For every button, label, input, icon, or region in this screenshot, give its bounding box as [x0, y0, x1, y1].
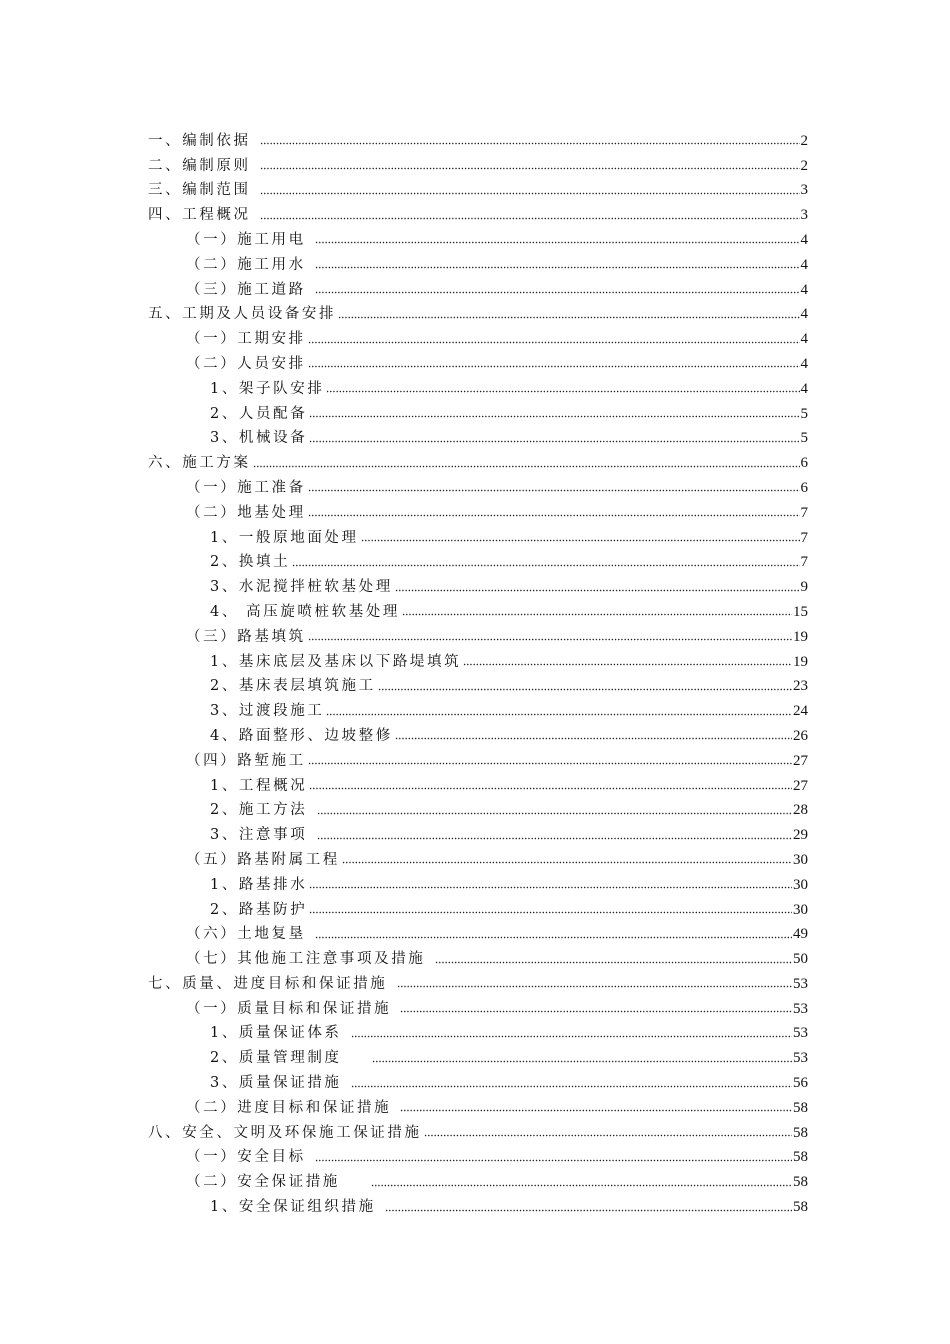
- toc-entry[interactable]: [148, 151, 808, 176]
- toc-entry[interactable]: [148, 300, 808, 325]
- toc-entry-title: 3、水泥搅拌桩软基处理: [210, 579, 393, 596]
- toc-entry[interactable]: [148, 1093, 808, 1118]
- toc-entry-title: 1、安全保证组织措施: [210, 1199, 383, 1216]
- toc-entry-title: 1、基床底层及基床以下路堤填筑: [210, 653, 462, 670]
- toc-page-number: 4: [800, 380, 808, 397]
- toc-dot-leader: [315, 934, 792, 940]
- toc-dot-leader: [308, 637, 792, 643]
- toc-entry[interactable]: [148, 548, 808, 573]
- table-of-contents: [148, 126, 808, 1217]
- toc-dot-leader: [371, 1182, 792, 1188]
- toc-entry[interactable]: [148, 448, 808, 473]
- toc-page-number: 9: [800, 579, 808, 596]
- toc-page-number: 4: [800, 306, 808, 323]
- toc-entry-title: 1、路基排水: [210, 876, 308, 893]
- toc-entry[interactable]: [148, 845, 808, 870]
- toc-entry-title: （二）进度目标和保证措施: [186, 1099, 399, 1116]
- toc-entry[interactable]: [148, 969, 808, 994]
- toc-page-number: 4: [800, 355, 808, 372]
- toc-entry-title: 2、路基防护: [210, 901, 308, 918]
- toc-entry-title: 1、质量保证体系: [210, 1025, 349, 1042]
- toc-page-number: 27: [793, 777, 808, 794]
- toc-entry-title: 2、换填土: [210, 554, 291, 571]
- toc-page-number: 30: [793, 876, 808, 893]
- toc-page-number: 28: [793, 802, 808, 819]
- toc-page-number: 19: [793, 628, 808, 645]
- toc-dot-leader: [308, 364, 800, 370]
- toc-dot-leader: [402, 612, 792, 618]
- toc-dot-leader: [309, 438, 799, 444]
- toc-dot-leader: [326, 389, 799, 395]
- toc-dot-leader: [292, 562, 799, 568]
- toc-entry-title: 3、机械设备: [210, 430, 308, 447]
- toc-dot-leader: [424, 1133, 792, 1139]
- toc-dot-leader: [395, 587, 800, 593]
- toc-dot-leader: [308, 513, 800, 519]
- toc-entry[interactable]: [148, 796, 808, 821]
- toc-dot-leader: [351, 1083, 792, 1089]
- toc-entry-title: 3、注意事项: [210, 827, 315, 844]
- toc-page-number: 4: [800, 281, 808, 298]
- toc-entry-title: 4、 高压旋喷桩软基处理: [210, 603, 401, 620]
- toc-entry-title: （二）施工用水: [186, 256, 313, 273]
- toc-entry[interactable]: [148, 1143, 808, 1168]
- toc-dot-leader: [315, 1157, 792, 1163]
- toc-entry[interactable]: [148, 473, 808, 498]
- toc-entry[interactable]: [148, 820, 808, 845]
- toc-entry-title: 七、质量、进度目标和保证措施: [148, 975, 395, 992]
- toc-entry[interactable]: [148, 250, 808, 275]
- toc-entry-title: 1、一般原地面处理: [210, 529, 359, 546]
- toc-dot-leader: [315, 265, 800, 271]
- toc-entry[interactable]: [148, 622, 808, 647]
- toc-page-number: 3: [800, 182, 808, 199]
- toc-entry-title: （一）施工准备: [186, 479, 306, 496]
- toc-entry-title: 4、路面整形、边坡整修: [210, 727, 393, 744]
- toc-page-number: 7: [800, 504, 808, 521]
- toc-entry[interactable]: [148, 1019, 808, 1044]
- toc-entry[interactable]: [148, 498, 808, 523]
- toc-page-number: 5: [800, 405, 808, 422]
- toc-page-number: 58: [793, 1124, 808, 1141]
- toc-page-number: 6: [800, 479, 808, 496]
- toc-dot-leader: [326, 711, 792, 717]
- toc-dot-leader: [385, 1207, 792, 1213]
- toc-entry[interactable]: [148, 1118, 808, 1143]
- toc-entry[interactable]: [148, 944, 808, 969]
- toc-dot-leader: [260, 141, 800, 147]
- toc-dot-leader: [435, 959, 792, 965]
- toc-dot-leader: [315, 240, 800, 246]
- toc-page-number: 2: [800, 132, 808, 149]
- toc-entry-title: （六）土地复垦: [186, 926, 313, 943]
- toc-dot-leader: [308, 761, 792, 767]
- toc-entry[interactable]: [148, 572, 808, 597]
- toc-entry[interactable]: [148, 647, 808, 672]
- toc-page-number: 24: [793, 703, 808, 720]
- toc-entry-title: 五、工期及人员设备安排: [148, 306, 337, 323]
- toc-entry[interactable]: [148, 225, 808, 250]
- toc-dot-leader: [309, 910, 792, 916]
- toc-entry[interactable]: [148, 176, 808, 201]
- toc-entry-title: （一）工期安排: [186, 331, 306, 348]
- toc-dot-leader: [308, 488, 800, 494]
- toc-page-number: 53: [793, 1050, 808, 1067]
- toc-entry-title: （二）人员安排: [186, 355, 306, 372]
- toc-entry[interactable]: [148, 672, 808, 697]
- toc-entry-title: 3、质量保证措施: [210, 1075, 349, 1092]
- toc-dot-leader: [260, 190, 800, 196]
- toc-entry[interactable]: [148, 771, 808, 796]
- toc-page-number: 30: [793, 901, 808, 918]
- toc-page-number: 49: [793, 926, 808, 943]
- toc-dot-leader: [308, 339, 800, 345]
- toc-entry-title: （四）路堑施工: [186, 752, 306, 769]
- toc-page-number: 5: [800, 430, 808, 447]
- toc-page-number: 50: [793, 951, 808, 968]
- toc-entry[interactable]: [148, 1192, 808, 1217]
- toc-entry[interactable]: [148, 994, 808, 1019]
- toc-entry-title: 2、质量管理制度: [210, 1050, 371, 1067]
- toc-page-number: 4: [800, 256, 808, 273]
- toc-page-number: 7: [800, 529, 808, 546]
- toc-dot-leader: [338, 314, 799, 320]
- toc-entry[interactable]: [148, 696, 808, 721]
- toc-entry[interactable]: [148, 324, 808, 349]
- toc-page-number: 4: [800, 331, 808, 348]
- toc-page-number: 26: [793, 727, 808, 744]
- toc-dot-leader: [309, 414, 799, 420]
- toc-dot-leader: [378, 686, 792, 692]
- toc-entry-title: 2、施工方法: [210, 802, 315, 819]
- toc-entry-title: （一）质量目标和保证措施: [186, 1000, 399, 1017]
- toc-entry[interactable]: [148, 200, 808, 225]
- toc-dot-leader: [342, 860, 792, 866]
- toc-entry[interactable]: [148, 1068, 808, 1093]
- toc-page-number: 58: [793, 1199, 808, 1216]
- toc-page-number: 58: [793, 1149, 808, 1166]
- toc-entry-title: 3、过渡段施工: [210, 703, 325, 720]
- toc-page-number: 53: [793, 1025, 808, 1042]
- toc-dot-leader: [400, 1108, 792, 1114]
- toc-entry-title: 四、工程概况: [148, 207, 258, 224]
- toc-entry[interactable]: [148, 1167, 808, 1192]
- toc-entry-title: 2、基床表层填筑施工: [210, 678, 376, 695]
- toc-page-number: 23: [793, 678, 808, 695]
- toc-dot-leader: [463, 662, 792, 668]
- toc-dot-leader: [372, 1058, 792, 1064]
- toc-page-number: 4: [800, 231, 808, 248]
- toc-page-number: 6: [800, 455, 808, 472]
- toc-entry-title: 二、编制原则: [148, 157, 258, 174]
- toc-entry-title: 2、人员配备: [210, 405, 308, 422]
- toc-entry[interactable]: [148, 126, 808, 151]
- toc-page-number: 58: [793, 1099, 808, 1116]
- toc-dot-leader: [315, 290, 800, 296]
- toc-entry-title: （七）其他施工注意事项及措施: [186, 951, 433, 968]
- toc-dot-leader: [309, 786, 792, 792]
- toc-dot-leader: [361, 538, 800, 544]
- toc-entry[interactable]: [148, 374, 808, 399]
- toc-dot-leader: [260, 215, 800, 221]
- toc-entry[interactable]: [148, 895, 808, 920]
- toc-dot-leader: [317, 835, 792, 841]
- toc-entry-title: （一）施工用电: [186, 231, 313, 248]
- toc-entry-title: （一）安全目标: [186, 1149, 313, 1166]
- toc-entry[interactable]: [148, 746, 808, 771]
- toc-entry[interactable]: [148, 597, 808, 622]
- toc-entry-title: 一、编制依据: [148, 132, 258, 149]
- toc-page-number: 29: [793, 827, 808, 844]
- toc-dot-leader: [253, 463, 800, 469]
- toc-entry-title: 1、架子队安排: [210, 380, 325, 397]
- toc-page-number: 27: [793, 752, 808, 769]
- toc-page-number: 30: [793, 851, 808, 868]
- toc-dot-leader: [317, 810, 792, 816]
- toc-page-number: 2: [800, 157, 808, 174]
- toc-entry-title: （五）路基附属工程: [186, 851, 340, 868]
- toc-entry[interactable]: [148, 920, 808, 945]
- toc-dot-leader: [395, 736, 792, 742]
- toc-entry[interactable]: [148, 1043, 808, 1068]
- toc-dot-leader: [309, 885, 792, 891]
- toc-entry-title: （三）路基填筑: [186, 628, 306, 645]
- toc-dot-leader: [400, 1009, 792, 1015]
- toc-entry[interactable]: [148, 399, 808, 424]
- toc-entry-title: （二）地基处理: [186, 504, 306, 521]
- toc-page-number: 53: [793, 975, 808, 992]
- toc-entry[interactable]: [148, 870, 808, 895]
- toc-entry[interactable]: [148, 424, 808, 449]
- toc-page-number: 15: [793, 603, 808, 620]
- toc-dot-leader: [260, 166, 800, 172]
- toc-page-number: 56: [793, 1075, 808, 1092]
- toc-entry-title: 1、工程概况: [210, 777, 308, 794]
- toc-entry-title: 三、编制范围: [148, 182, 258, 199]
- toc-dot-leader: [351, 1033, 792, 1039]
- toc-page-number: 19: [793, 653, 808, 670]
- toc-entry[interactable]: [148, 275, 808, 300]
- toc-entry[interactable]: [148, 349, 808, 374]
- toc-page-number: 7: [800, 554, 808, 571]
- toc-entry-title: （三）施工道路: [186, 281, 313, 298]
- toc-page-number: 53: [793, 1000, 808, 1017]
- toc-page-number: 3: [800, 207, 808, 224]
- toc-entry[interactable]: [148, 721, 808, 746]
- toc-page-number: 58: [793, 1174, 808, 1191]
- toc-entry-title: 六、施工方案: [148, 455, 251, 472]
- toc-dot-leader: [397, 984, 792, 990]
- toc-entry-title: （二）安全保证措施: [186, 1174, 369, 1191]
- toc-entry-title: 八、安全、文明及环保施工保证措施: [148, 1124, 422, 1141]
- toc-entry[interactable]: [148, 523, 808, 548]
